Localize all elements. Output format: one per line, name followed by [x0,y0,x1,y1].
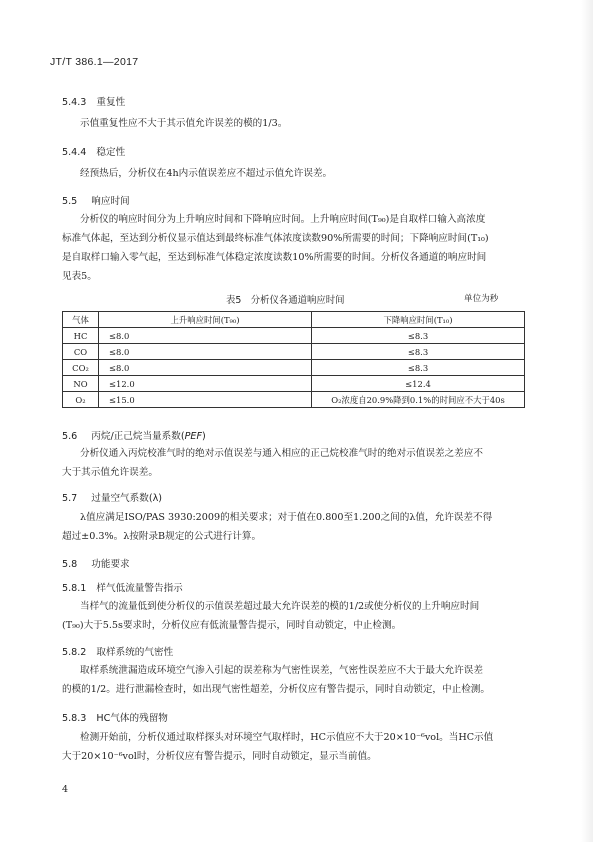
section-number: 5.8.2 [62,647,87,658]
section-number: 5.8.1 [62,583,87,594]
paragraph-5-6-line-2: 大于其示值允许误差。 [62,467,158,478]
rise-time-cell: ≤8.0 [99,328,312,344]
section-number: 5.6 [62,431,78,442]
fall-time-cell: ≤8.3 [312,360,525,376]
section-heading-5-8 [62,556,130,570]
table-row [63,376,525,392]
section-heading-5-8-3 [62,710,168,724]
rise-time-cell: ≤8.0 [99,344,312,360]
paragraph-5-8-1-line-1: 当样气的流量低到使分析仪的示值误差超过最大允许误差的模的1/2或使分析仪的上升响应时间 [80,601,480,612]
table-row [63,360,525,376]
section-heading-5-4-3 [62,94,125,108]
table-caption: 表5 分析仪各通道响应时间 [226,295,345,306]
paragraph-5-5-line-3: 是自取样口输入零气起，至达到标准气体稳定浓度读数10%所需要的时间。分析仪各通道的响应时间 [62,252,487,263]
section-number: 5.4.4 [62,147,87,158]
paragraph-5-8-3-line-2: 大于20×10⁻⁶vol时，分析仪应有警告提示，同时自动锁定，显示当前值。 [62,751,377,762]
column-header-rise-time: 上升响应时间(T₉₀) [99,312,312,328]
fall-time-cell: ≤12.4 [312,376,525,392]
paragraph-5-8-2-line-2: 的模的1/2。进行泄漏检查时，如出现气密性超差，分析仪应有警告提示，同时自动锁定，中止检测。 [62,684,490,695]
standard-code-header: JT/T 386.1—2017 [50,56,139,68]
paragraph-5-4-4: 经预热后，分析仪在4h内示值误差应不超过示值允许误差。 [80,168,333,179]
paragraph-5-7-line-1: λ值应满足ISO/PAS 3930:2009的相关要求；对于值在0.800至1.200之间的λ值，允许误差不得 [80,512,493,523]
paragraph-5-6-line-1: 分析仪通入丙烷校准气时的绝对示值误差与通入相应的正己烷校准气时的绝对示值误差之差应不 [80,448,483,459]
section-heading-5-6 [62,428,206,442]
section-title: 功能要求 [91,559,130,570]
section-heading-5-7 [62,490,162,504]
section-title: HC气体的残留物 [96,713,168,724]
section-title: 过量空气系数(λ) [91,493,162,504]
section-title-suffix: ) [201,431,206,442]
fall-time-cell: ≤8.3 [312,328,525,344]
section-number: 5.8.3 [62,713,87,724]
table-row [63,328,525,344]
paragraph-5-5-line-2: 标准气体起，至达到分析仪显示值达到最终标准气体浓度读数90%所需要的时间；下降响应时间(T₁₀) [62,233,489,244]
section-title: 取样系统的气密性 [96,647,174,658]
gas-cell: HC [63,328,99,344]
table-unit-note: 单位为秒 [464,294,499,304]
section-number: 5.5 [62,196,78,207]
paragraph-5-8-1-line-2: (T₉₀)大于5.5s要求时，分析仪应有低流量警告提示，同时自动锁定，中止检测。 [62,620,402,631]
section-title-prefix: 丙烷/正己烷当量系数( [91,431,185,442]
gas-cell: CO [63,344,99,360]
section-title: 稳定性 [96,147,126,158]
table-row [63,344,525,360]
paragraph-5-8-3-line-1: 检测开始前，分析仪通过取样探头对环境空气取样时，HC示值应不大于20×10⁻⁶vol。当HC示值 [80,732,494,743]
rise-time-cell: ≤15.0 [99,392,312,408]
section-title-pef: PEF [184,431,202,442]
section-title: 响应时间 [91,196,130,207]
section-title: 样气低流量警告指示 [96,583,183,594]
section-heading-5-4-4 [62,144,125,158]
paragraph-5-4-3: 示值重复性应不大于其示值允许误差的模的1/3。 [80,118,288,129]
table-header-row [63,312,525,328]
rise-time-cell: ≤12.0 [99,376,312,392]
paragraph-5-7-line-2: 超过±0.3%。λ按附录B规定的公式进行计算。 [62,531,262,542]
column-header-fall-time: 下降响应时间(T₁₀) [312,312,525,328]
rise-time-cell: ≤8.0 [99,360,312,376]
section-heading-5-8-1 [62,580,183,594]
page-number: 4 [62,784,69,795]
fall-time-cell: O₂浓度自20.9%降到0.1%的时间应不大于40s [312,392,525,408]
paragraph-5-8-2-line-1: 取样系统泄漏造成环境空气渗入引起的误差称为气密性误差，气密性误差应不大于最大允许误差 [80,665,483,676]
table-row [63,392,525,408]
section-heading-5-8-2 [62,644,173,658]
page-edge-shadow [581,0,593,842]
section-heading-5-5 [62,193,130,207]
column-header-gas: 气体 [63,312,99,328]
gas-cell: O₂ [63,392,99,408]
response-time-table [62,311,525,408]
section-number: 5.7 [62,493,78,504]
gas-cell: NO [63,376,99,392]
paragraph-5-5-line-1: 分析仪的响应时间分为上升响应时间和下降响应时间。上升响应时间(T₉₀)是自取样口输入高浓度 [80,214,486,225]
fall-time-cell: ≤8.3 [312,344,525,360]
section-number: 5.4.3 [62,97,87,108]
gas-cell: CO₂ [63,360,99,376]
section-number: 5.8 [62,559,78,570]
paragraph-5-5-line-4: 见表5。 [62,271,97,282]
section-title: 重复性 [96,97,126,108]
